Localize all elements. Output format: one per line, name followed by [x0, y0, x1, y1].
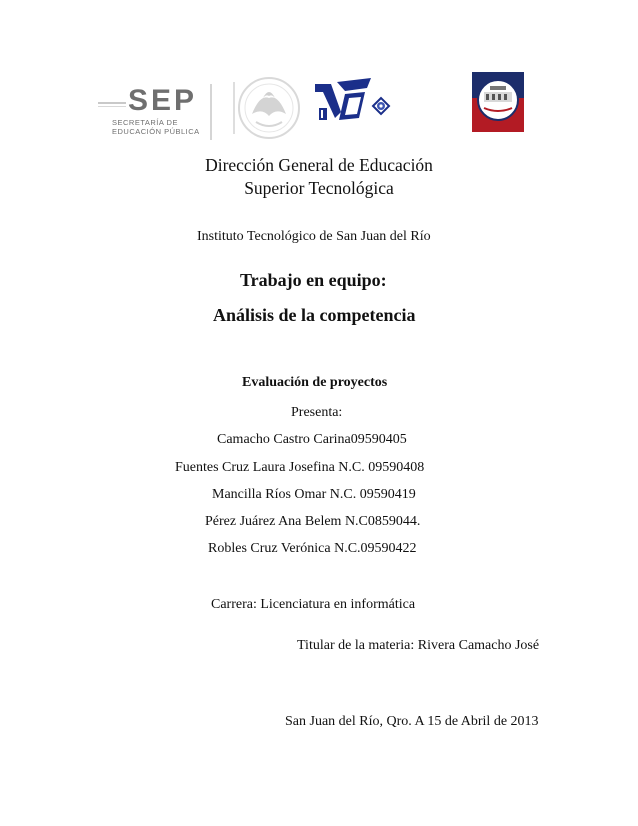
header-line-1: Dirección General de Educación	[205, 155, 433, 175]
sep-subtitle-line1: SECRETARÍA DE	[112, 118, 178, 127]
tecnologico-logo-icon	[315, 78, 405, 126]
institute-name: Instituto Tecnológico de San Juan del Río	[197, 229, 431, 244]
mexico-coat-of-arms-icon	[230, 76, 308, 140]
sep-subtitle-line2: EDUCACIÓN PÚBLICA	[112, 127, 200, 136]
subject-name: Evaluación de proyectos	[242, 375, 388, 390]
sep-logo-word: SEP	[128, 84, 198, 117]
team-member: Robles Cruz Verónica N.C.09590422	[208, 541, 417, 556]
logo-divider	[210, 84, 212, 140]
titular-line: Titular de la materia: Rivera Camacho José	[297, 638, 540, 653]
team-member: Camacho Castro Carina09590405	[217, 432, 407, 447]
work-title-line-2: Análisis de la competencia	[213, 305, 416, 325]
team-member: Fuentes Cruz Laura Josefina N.C. 09590408	[175, 460, 425, 475]
team-member: Mancilla Ríos Omar N.C. 09590419	[212, 487, 416, 502]
place-date-line: San Juan del Río, Qro. A 15 de Abril de 2013	[285, 714, 539, 729]
sep-logo-subtitle	[112, 118, 200, 136]
sep-line-decoration	[98, 106, 126, 107]
sep-line-decoration	[98, 102, 126, 104]
team-member: Pérez Juárez Ana Belem N.C0859044.	[205, 514, 421, 529]
presenta-label: Presenta:	[291, 405, 343, 420]
work-title-line-1: Trabajo en equipo:	[240, 270, 387, 290]
sep-logo	[98, 84, 210, 140]
itsjr-emblem-icon	[472, 72, 524, 132]
career-line: Carrera: Licenciatura en informática	[211, 597, 416, 612]
header-line-2: Superior Tecnológica	[244, 178, 394, 198]
